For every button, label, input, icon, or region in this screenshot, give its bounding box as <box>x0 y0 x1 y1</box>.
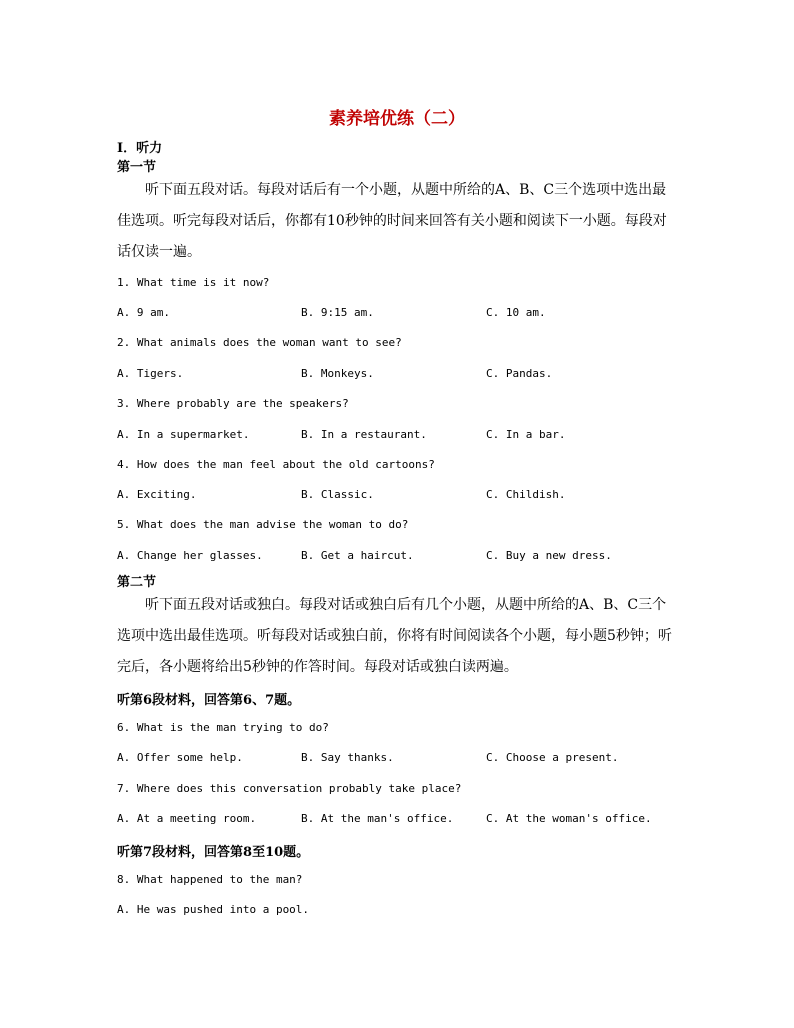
option-6c: C. Choose a present. <box>486 751 619 764</box>
question-4: 4. How does the man feel about the old cartoons? <box>117 458 435 471</box>
option-1b: B. 9:15 am. <box>301 306 374 319</box>
question-3: 3. Where probably are the speakers? <box>117 397 349 410</box>
option-3a: A. In a supermarket. <box>117 428 250 441</box>
option-7a: A. At a meeting room. <box>117 812 257 825</box>
option-1c: C. 10 am. <box>486 306 546 319</box>
option-6b: B. Say thanks. <box>301 751 394 764</box>
option-1a: A. 9 am. <box>117 306 170 319</box>
option-2b: B. Monkeys. <box>301 367 374 380</box>
option-3b: B. In a restaurant. <box>301 428 427 441</box>
page-title: 素养培优练（二） <box>329 109 465 129</box>
part-heading: Ⅰ．听力 <box>117 141 163 156</box>
section2-instructions: 听下面五段对话或独白。每段对话或独白后有几个小题，从题中所给的A、B、C三个选项中选出最佳选项。听每段对话或独白前，你将有时间阅读各个小题，每小题5秒钟；听完后，各小题将给出5秒钟的作答时间。每段对话或独白读两遍。 <box>117 597 672 675</box>
option-7b: B. At the man's office. <box>301 812 454 825</box>
question-6: 6. What is the man trying to do? <box>117 721 329 734</box>
option-2c: C. Pandas. <box>486 367 553 380</box>
question-7: 7. Where does this conversation probably take place? <box>117 782 462 795</box>
option-5c: C. Buy a new dress. <box>486 549 612 562</box>
section1-label: 第一节 <box>117 160 157 175</box>
material-7-heading: 听第7段材料，回答第8至10题。 <box>117 845 310 860</box>
section1-instructions: 听下面五段对话。每段对话后有一个小题，从题中所给的A、B、C三个选项中选出最佳选项。听完每段对话后，你都有10秒钟的时间来回答有关小题和阅读下一小题。每段对话仅读一遍。 <box>117 182 667 260</box>
option-5a: A. Change her glasses. <box>117 549 263 562</box>
option-4c: C. Childish. <box>486 488 566 501</box>
option-4b: B. Classic. <box>301 488 374 501</box>
option-4a: A. Exciting. <box>117 488 197 501</box>
question-2: 2. What animals does the woman want to see? <box>117 336 402 349</box>
option-2a: A. Tigers. <box>117 367 184 380</box>
option-8a: A. He was pushed into a pool. <box>117 903 310 916</box>
option-7c: C. At the woman's office. <box>486 812 652 825</box>
option-3c: C. In a bar. <box>486 428 566 441</box>
section2-label: 第二节 <box>117 575 157 590</box>
option-5b: B. Get a haircut. <box>301 549 414 562</box>
material-6-heading: 听第6段材料，回答第6、7题。 <box>117 693 301 708</box>
option-6a: A. Offer some help. <box>117 751 243 764</box>
question-5: 5. What does the man advise the woman to do? <box>117 518 409 531</box>
question-1: 1. What time is it now? <box>117 276 270 289</box>
question-8: 8. What happened to the man? <box>117 873 303 886</box>
